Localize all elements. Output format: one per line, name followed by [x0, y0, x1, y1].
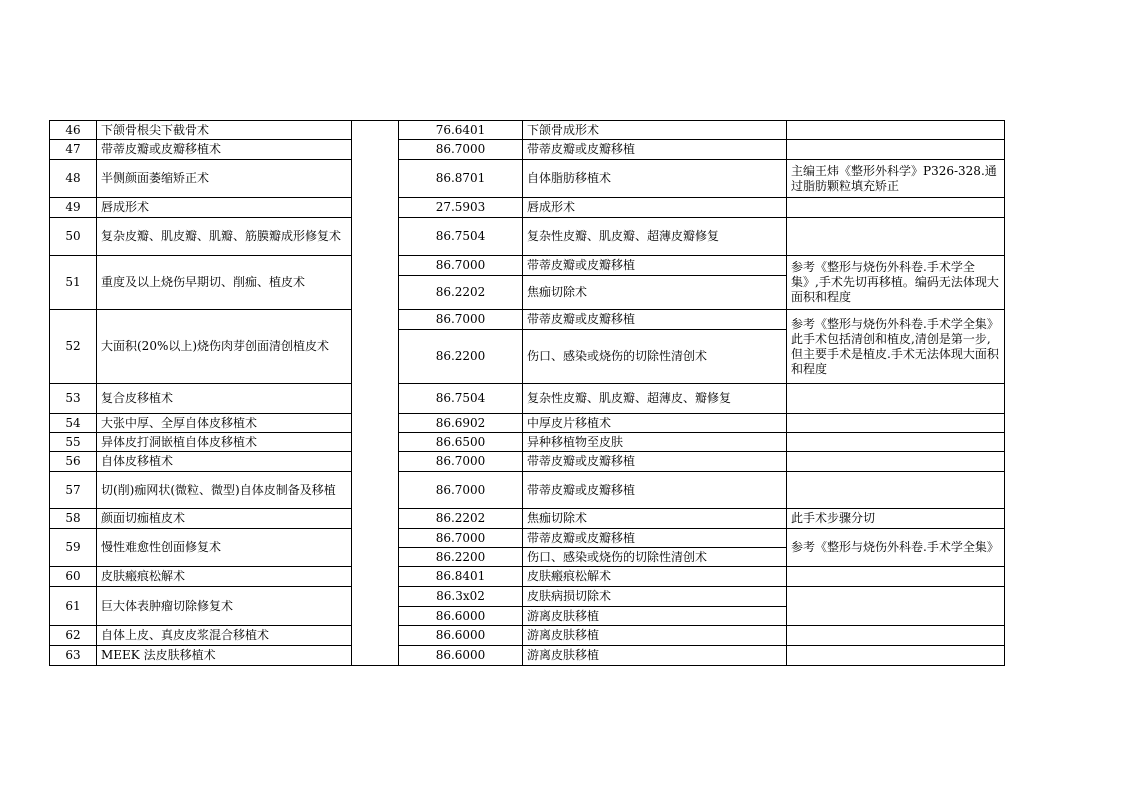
spacer-cell [352, 472, 399, 509]
spacer-cell [352, 567, 399, 587]
spacer-cell [352, 607, 399, 626]
icd-code: 86.3x02 [399, 587, 523, 607]
procedure-name: 慢性难愈性创面修复术 [97, 529, 352, 567]
procedure-name: 自体皮移植术 [97, 452, 352, 472]
note-cell [787, 567, 1005, 587]
spacer-cell [352, 587, 399, 607]
icd-description: 带蒂皮瓣或皮瓣移植 [523, 472, 787, 509]
table-row [50, 472, 1005, 509]
procedure-name: 重度及以上烧伤早期切、削痂、植皮术 [97, 256, 352, 310]
spacer-cell [352, 256, 399, 276]
icd-description: 唇成形术 [523, 198, 787, 218]
table-row [50, 140, 1005, 160]
procedure-name: 皮肤瘢痕松解术 [97, 567, 352, 587]
icd-code: 86.2200 [399, 330, 523, 384]
icd-code: 27.5903 [399, 198, 523, 218]
note-cell [787, 384, 1005, 414]
table-row [50, 626, 1005, 646]
row-number: 52 [50, 310, 97, 384]
note-cell [787, 218, 1005, 256]
procedure-name: 下颌骨根尖下截骨术 [97, 121, 352, 140]
icd-description: 游离皮肤移植 [523, 646, 787, 666]
table-row [50, 433, 1005, 452]
table-body [50, 121, 1005, 666]
icd-code: 86.6000 [399, 646, 523, 666]
procedure-name: 复杂皮瓣、肌皮瓣、肌瓣、筋膜瓣成形修复术 [97, 218, 352, 256]
spacer-cell [352, 160, 399, 198]
spacer-cell [352, 310, 399, 330]
row-number: 48 [50, 160, 97, 198]
icd-description: 带蒂皮瓣或皮瓣移植 [523, 140, 787, 160]
note-cell [787, 626, 1005, 646]
spacer-cell [352, 198, 399, 218]
note-cell [787, 414, 1005, 433]
icd-code: 86.6500 [399, 433, 523, 452]
procedure-name: 巨大体表肿瘤切除修复术 [97, 587, 352, 626]
icd-code: 86.8401 [399, 567, 523, 587]
spacer-cell [352, 529, 399, 548]
note-cell [787, 140, 1005, 160]
procedure-name: 带蒂皮瓣或皮瓣移植术 [97, 140, 352, 160]
spacer-cell [352, 330, 399, 384]
procedure-name: 唇成形术 [97, 198, 352, 218]
row-number: 59 [50, 529, 97, 567]
note-cell [787, 587, 1005, 626]
icd-code: 86.6902 [399, 414, 523, 433]
icd-description: 伤口、感染或烧伤的切除性清创术 [523, 548, 787, 567]
row-number: 63 [50, 646, 97, 666]
row-number: 61 [50, 587, 97, 626]
procedure-code-table [49, 120, 1005, 666]
note-cell [787, 121, 1005, 140]
icd-description: 焦痂切除术 [523, 276, 787, 310]
procedure-name: 切(削)痂网状(微粒、微型)自体皮制备及移植 [97, 472, 352, 509]
note-cell: 参考《整形与烧伤外科卷.手术学全集》,手术先切再移植。编码无法体现大面积和程度 [787, 256, 1005, 310]
icd-description: 带蒂皮瓣或皮瓣移植 [523, 310, 787, 330]
procedure-name: 大面积(20%以上)烧伤肉芽创面清创植皮术 [97, 310, 352, 384]
spacer-cell [352, 452, 399, 472]
table-row [50, 256, 1005, 276]
procedure-name: 颜面切痂植皮术 [97, 509, 352, 529]
row-number: 53 [50, 384, 97, 414]
icd-description: 伤口、感染或烧伤的切除性清创术 [523, 330, 787, 384]
spacer-cell [352, 384, 399, 414]
row-number: 51 [50, 256, 97, 310]
row-number: 54 [50, 414, 97, 433]
icd-description: 焦痂切除术 [523, 509, 787, 529]
icd-description: 下颌骨成形术 [523, 121, 787, 140]
procedure-name: MEEK 法皮肤移植术 [97, 646, 352, 666]
icd-code: 86.7000 [399, 140, 523, 160]
row-number: 50 [50, 218, 97, 256]
table-row [50, 384, 1005, 414]
spacer-cell [352, 414, 399, 433]
icd-description: 游离皮肤移植 [523, 607, 787, 626]
icd-description: 皮肤瘢痕松解术 [523, 567, 787, 587]
table-row [50, 646, 1005, 666]
icd-description: 带蒂皮瓣或皮瓣移植 [523, 256, 787, 276]
spacer-cell [352, 646, 399, 666]
icd-code: 86.7000 [399, 256, 523, 276]
row-number: 60 [50, 567, 97, 587]
table-row [50, 414, 1005, 433]
row-number: 49 [50, 198, 97, 218]
note-cell: 参考《整形与烧伤外科卷.手术学全集》 [787, 529, 1005, 567]
procedure-name: 半侧颜面萎缩矫正术 [97, 160, 352, 198]
icd-description: 皮肤病损切除术 [523, 587, 787, 607]
icd-code: 86.7000 [399, 452, 523, 472]
note-cell [787, 452, 1005, 472]
spacer-cell [352, 276, 399, 310]
icd-description: 游离皮肤移植 [523, 626, 787, 646]
table-row [50, 310, 1005, 330]
spacer-cell [352, 121, 399, 140]
note-cell [787, 433, 1005, 452]
table-row [50, 529, 1005, 548]
row-number: 57 [50, 472, 97, 509]
row-number: 55 [50, 433, 97, 452]
row-number: 62 [50, 626, 97, 646]
procedure-name: 大张中厚、全厚自体皮移植术 [97, 414, 352, 433]
table-row [50, 121, 1005, 140]
note-cell [787, 198, 1005, 218]
table-row [50, 218, 1005, 256]
note-cell [787, 646, 1005, 666]
note-cell: 此手术步骤分切 [787, 509, 1005, 529]
note-cell: 主编王炜《整形外科学》P326-328.通过脂肪颗粒填充矫正 [787, 160, 1005, 198]
icd-description: 中厚皮片移植术 [523, 414, 787, 433]
icd-description: 带蒂皮瓣或皮瓣移植 [523, 529, 787, 548]
icd-description: 自体脂肪移植术 [523, 160, 787, 198]
icd-code: 86.2200 [399, 548, 523, 567]
spacer-cell [352, 218, 399, 256]
table-row [50, 198, 1005, 218]
icd-code: 86.2202 [399, 509, 523, 529]
icd-code: 86.7000 [399, 472, 523, 509]
row-number: 46 [50, 121, 97, 140]
icd-code: 86.6000 [399, 607, 523, 626]
icd-code: 86.2202 [399, 276, 523, 310]
icd-description: 复杂性皮瓣、肌皮瓣、超薄皮、瓣修复 [523, 384, 787, 414]
icd-code: 86.7504 [399, 384, 523, 414]
row-number: 58 [50, 509, 97, 529]
table-row [50, 160, 1005, 198]
icd-code: 86.7000 [399, 310, 523, 330]
table-row [50, 587, 1005, 607]
spacer-cell [352, 433, 399, 452]
table-row [50, 509, 1005, 529]
note-cell [787, 472, 1005, 509]
icd-description: 复杂性皮瓣、肌皮瓣、超薄皮瓣修复 [523, 218, 787, 256]
spacer-cell [352, 626, 399, 646]
icd-code: 76.6401 [399, 121, 523, 140]
spacer-cell [352, 548, 399, 567]
table-row [50, 452, 1005, 472]
icd-description: 带蒂皮瓣或皮瓣移植 [523, 452, 787, 472]
spacer-cell [352, 140, 399, 160]
row-number: 56 [50, 452, 97, 472]
icd-code: 86.7000 [399, 529, 523, 548]
procedure-name: 异体皮打洞嵌植自体皮移植术 [97, 433, 352, 452]
spacer-cell [352, 509, 399, 529]
icd-code: 86.7504 [399, 218, 523, 256]
row-number: 47 [50, 140, 97, 160]
note-cell: 参考《整形与烧伤外科卷.手术学全集》此手术包括清创和植皮,清创是第一步,但主要手术是植皮.手术无法体现大面积和程度 [787, 310, 1005, 384]
icd-description: 异种移植物至皮肤 [523, 433, 787, 452]
procedure-name: 自体上皮、真皮皮浆混合移植术 [97, 626, 352, 646]
procedure-name: 复合皮移植术 [97, 384, 352, 414]
icd-code: 86.8701 [399, 160, 523, 198]
icd-code: 86.6000 [399, 626, 523, 646]
table-row [50, 567, 1005, 587]
